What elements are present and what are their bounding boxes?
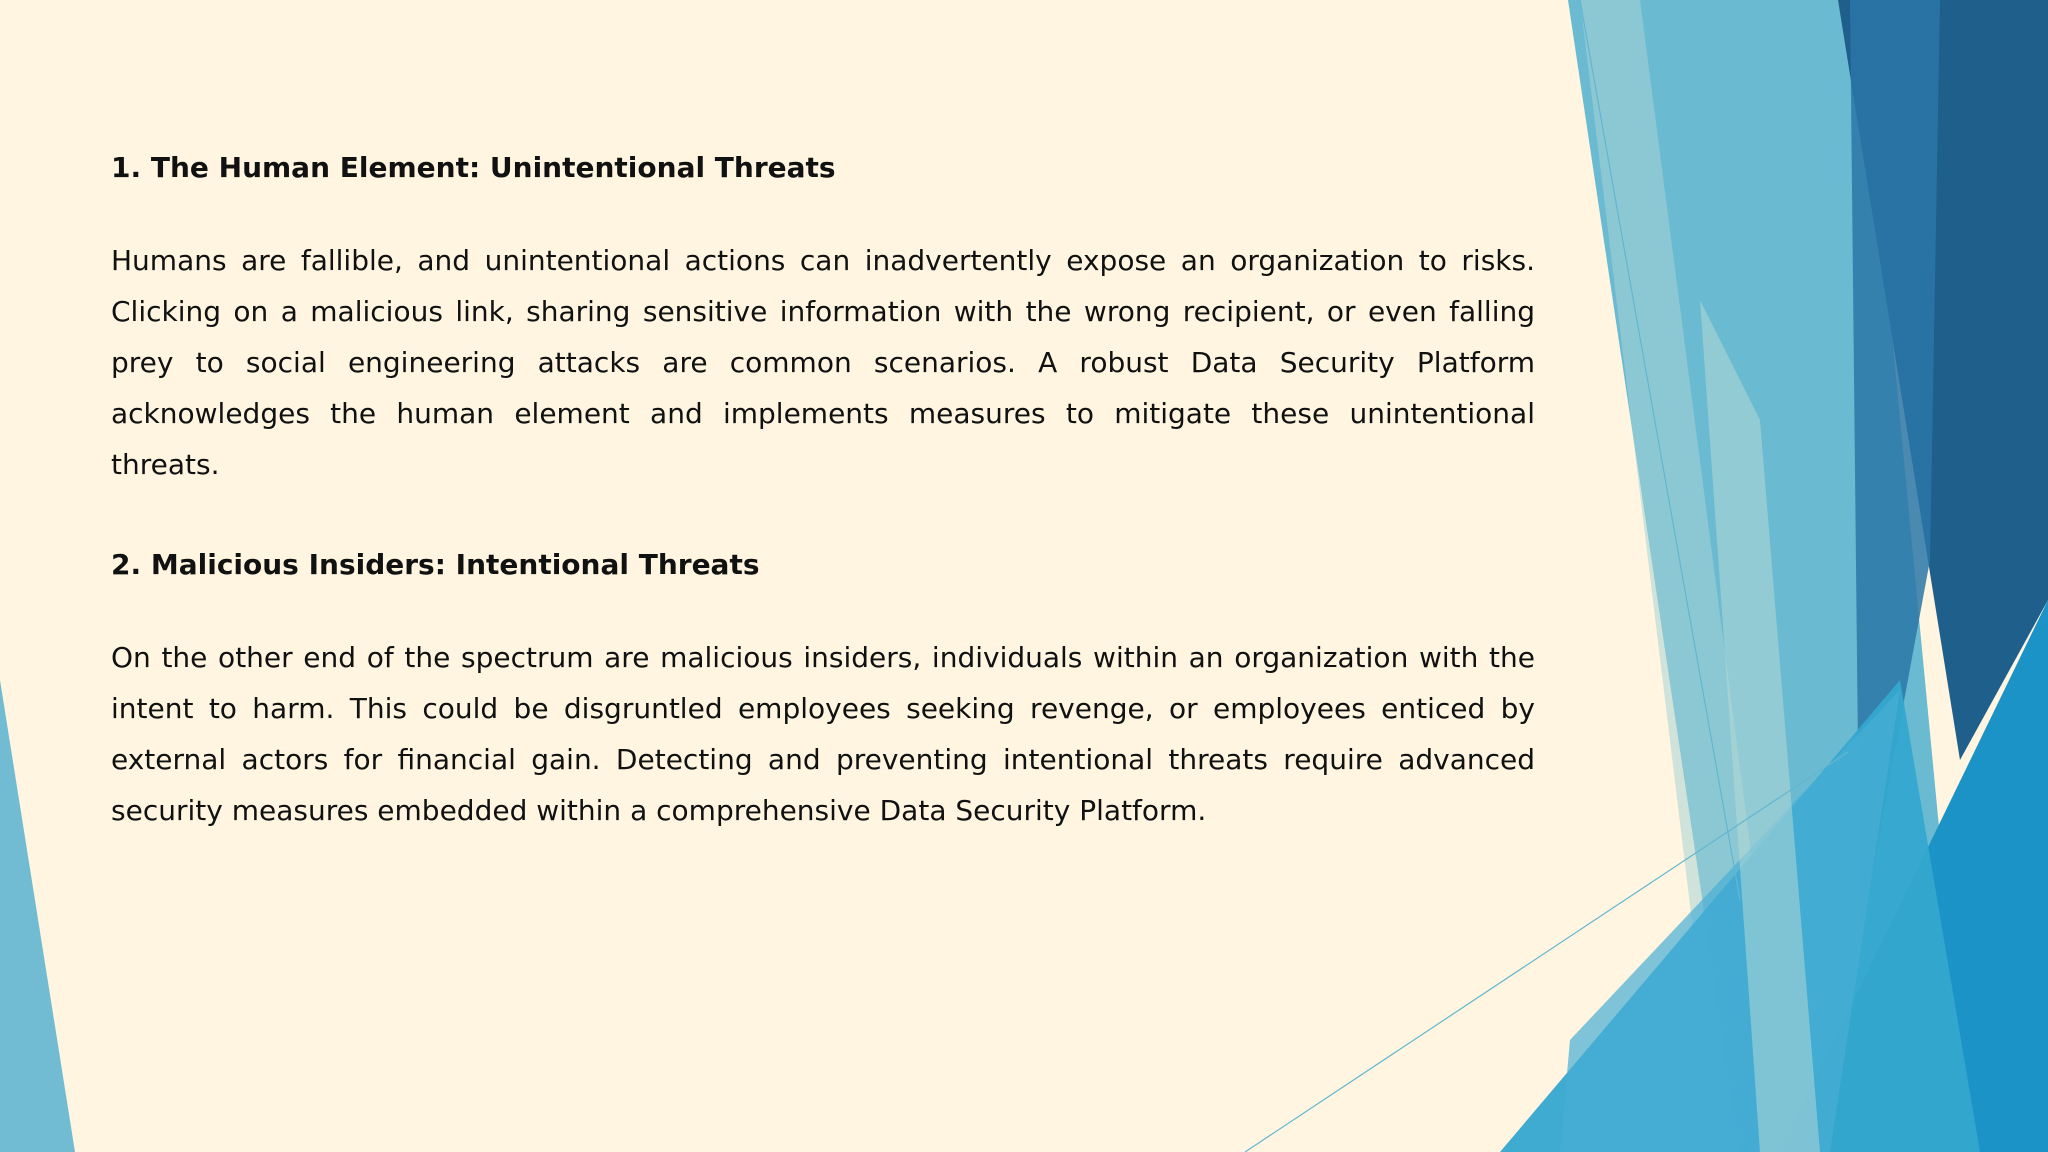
section-heading-human-element: 1. The Human Element: Unintentional Threats <box>111 151 836 184</box>
section-heading-malicious-insiders: 2. Malicious Insiders: Intentional Threats <box>111 548 760 581</box>
left-edge-shape <box>0 680 75 1152</box>
section-human-element <box>111 145 1535 490</box>
section-malicious-insiders <box>111 542 1535 836</box>
text-content <box>111 145 1535 836</box>
section-body-human-element: Humans are fallible, and unintentional actions can inadvertently expose an organization to risks. Clicking on a malicious link, sharing sensitive information with the wrong recipient, or even falling prey to social engineering attacks are common scenarios. A robust Data Security Platform acknowledges the human element and implements measures to mitigate these unintentional threats. <box>111 244 1535 481</box>
section-body-malicious-insiders: On the other end of the spectrum are malicious insiders, individuals within an organization with the intent to harm. This could be disgruntled employees seeking revenge, or employees enticed by external actors for financial gain. Detecting and preventing intentional threats require advanced security measures embedded within a comprehensive Data Security Platform. <box>111 641 1535 827</box>
